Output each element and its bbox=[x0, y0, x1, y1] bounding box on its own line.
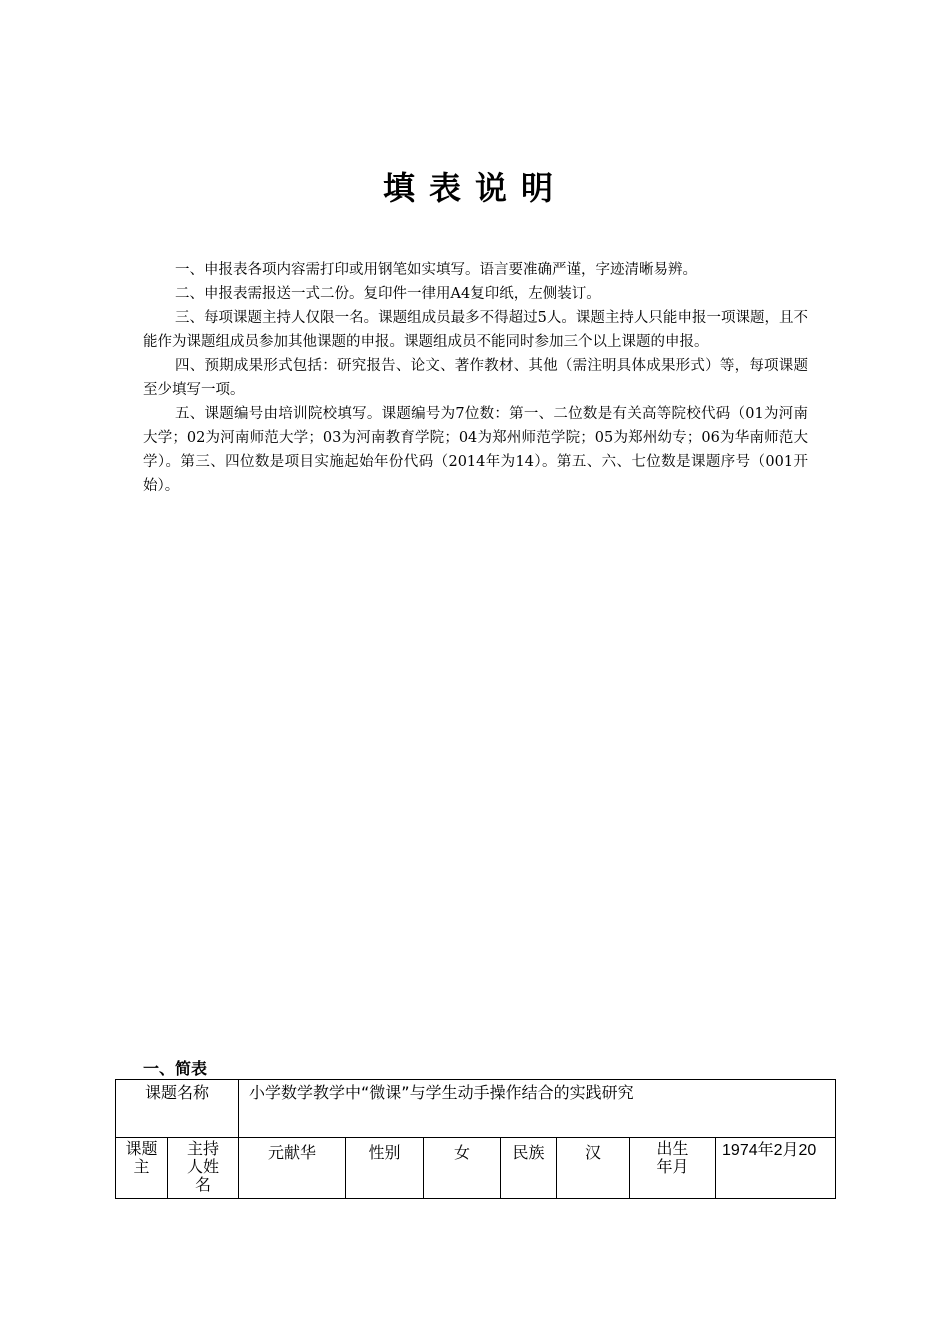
gender-label: 性别 bbox=[346, 1138, 424, 1199]
instructions-block bbox=[143, 258, 808, 498]
host-name-label: 主持人姓名 bbox=[168, 1138, 239, 1199]
section-heading: 一、简表 bbox=[143, 1059, 208, 1078]
instruction-item-1: 一、申报表各项内容需打印或用钢笔如实填写。语言要准确严谨，字迹清晰易辨。 bbox=[175, 262, 697, 278]
host-group-label: 课题主 bbox=[116, 1138, 168, 1199]
instruction-item-5: 五、课题编号由培训院校填写。课题编号为7位数：第一、二位数是有关高等院校代码（01为河南大学；02为河南师范大学；03为河南教育学院；04为郑州师范学院；05为郑州幼专；06为华南师范大学）。第三、四位数是项目实施起始年份代码（2014年为14）。第五、六、七位数是课题序号（001开始）。 bbox=[143, 406, 808, 494]
ethnicity-value: 汉 bbox=[557, 1138, 630, 1199]
instruction-item-2: 二、申报表需报送一式二份。复印件一律用A4复印纸，左侧装订。 bbox=[175, 286, 601, 302]
instruction-item-4: 四、预期成果形式包括：研究报告、论文、著作教材、其他（需注明具体成果形式）等，每项课题至少填写一项。 bbox=[143, 358, 808, 398]
gender-value: 女 bbox=[424, 1138, 501, 1199]
topic-label: 课题名称 bbox=[116, 1080, 239, 1138]
ethnicity-label: 民族 bbox=[501, 1138, 557, 1199]
topic-value: 小学数学教学中“微课”与学生动手操作结合的实践研究 bbox=[239, 1080, 836, 1138]
page-title: 填表说明 bbox=[382, 169, 567, 207]
instruction-item-3: 三、每项课题主持人仅限一名。课题组成员最多不得超过5人。课题主持人只能申报一项课题，且不能作为课题组成员参加其他课题的申报。课题组成员不能同时参加三个以上课题的申报。 bbox=[143, 310, 808, 350]
summary-table bbox=[115, 1079, 836, 1199]
birth-label: 出生年月 bbox=[630, 1138, 716, 1199]
topic-row bbox=[116, 1080, 836, 1138]
host-name-value: 元献华 bbox=[239, 1138, 346, 1199]
host-row bbox=[116, 1138, 836, 1199]
birth-value: 1974年2月20 bbox=[716, 1138, 836, 1199]
